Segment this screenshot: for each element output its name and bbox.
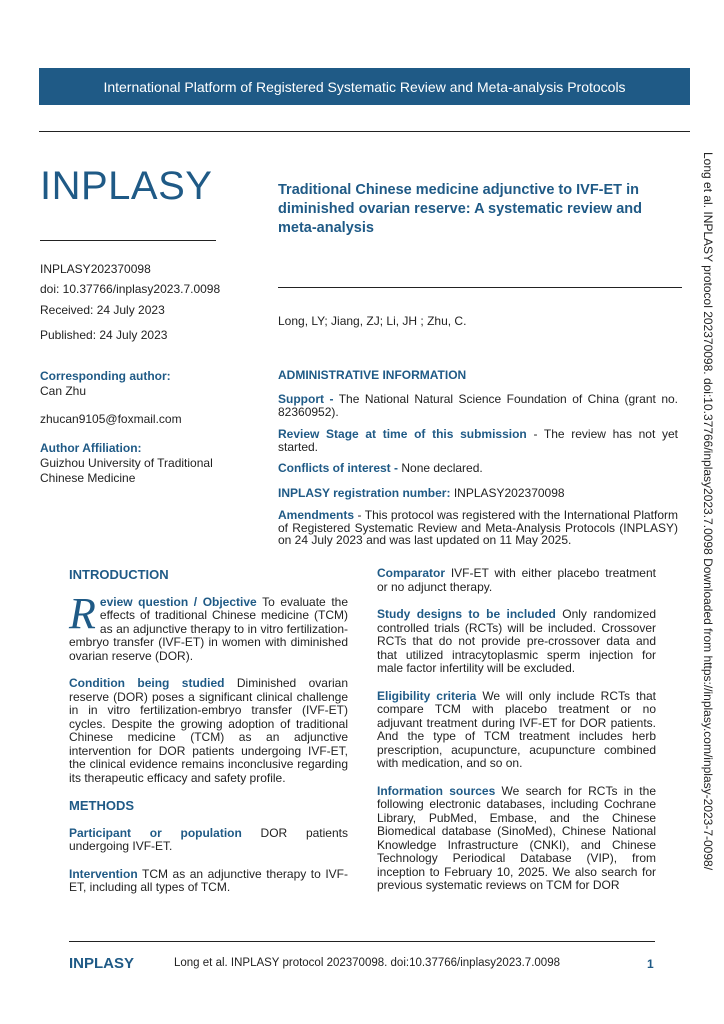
study-designs-para bbox=[377, 608, 656, 676]
comparator-label: Comparator bbox=[377, 566, 446, 580]
intervention-text: TCM as an adjunctive therapy to IVF-ET, including all types of TCM. bbox=[69, 866, 348, 894]
information-sources-text: We search for RCTs in the following electronic databases, including Cochrane Library, PubMed, Embase, and the Chinese Biomedical database (SinoMed), Chinese National Knowledge Infrastructure (CNKI), and Chinese Technology Periodical Database (VIP), from inception to February 10, 2025. We also search for previous systematic reviews on TCM for DOR bbox=[377, 783, 656, 892]
drop-cap: R bbox=[69, 588, 96, 638]
information-sources-label: Information sources bbox=[377, 783, 496, 798]
information-sources-para bbox=[377, 785, 656, 893]
registration-number-text: INPLASY202370098 bbox=[450, 486, 565, 500]
inplasy-logo: INPLASY bbox=[40, 164, 213, 208]
download-sidebar bbox=[697, 152, 721, 892]
review-question-text: To evaluate the effects of traditional Chinese medicine (TCM) as an adjunctive therapy to in vitro fertilization-embryo transfer (IVF-ET) in women with diminished ovarian reserve (DOR). bbox=[69, 594, 349, 663]
corresponding-email[interactable]: zhucan9105@foxmail.com bbox=[40, 412, 182, 426]
title-divider bbox=[278, 287, 682, 288]
amendments-para bbox=[278, 509, 678, 547]
review-stage-label: Review Stage at time of this submission bbox=[278, 427, 527, 441]
footer-logo: INPLASY bbox=[69, 955, 135, 972]
participant-para bbox=[69, 827, 348, 854]
registration-id: INPLASY202370098 bbox=[40, 262, 151, 276]
review-question-para bbox=[69, 588, 349, 664]
review-stage-para bbox=[278, 428, 678, 453]
corresponding-author-name: Can Zhu bbox=[40, 384, 87, 398]
condition-label: Condition being studied bbox=[69, 676, 225, 690]
participant-label: Participant or population bbox=[69, 825, 242, 840]
conflicts-label: Conflicts of interest - bbox=[278, 461, 399, 475]
support-text: The National Natural Science Foundation of China (grant no. 82360952). bbox=[278, 392, 678, 419]
page-number: 1 bbox=[647, 957, 654, 971]
affiliation-label: Author Affiliation: bbox=[40, 441, 142, 455]
author-list: Long, LY; Jiang, ZJ; Li, JH ; Zhu, C. bbox=[278, 314, 467, 328]
left-column bbox=[69, 568, 348, 895]
conflicts-para bbox=[278, 462, 678, 475]
published-date: Published: 24 July 2023 bbox=[40, 328, 168, 342]
corresponding-author-label: Corresponding author: bbox=[40, 369, 171, 383]
received-date: Received: 24 July 2023 bbox=[40, 303, 165, 317]
header-banner: International Platform of Registered Systematic Review and Meta-analysis Protocols bbox=[39, 68, 690, 105]
intervention-label: Intervention bbox=[69, 866, 138, 881]
comparator-para bbox=[377, 567, 656, 594]
registration-number-label: INPLASY registration number: bbox=[278, 486, 451, 500]
admin-heading: ADMINISTRATIVE INFORMATION bbox=[278, 368, 467, 382]
corresponding-author-block bbox=[40, 369, 240, 399]
top-divider bbox=[39, 131, 690, 132]
amendments-text: - This protocol was registered with the International Platform of Registered Systematic Review and Meta-Analysis Protocols (INPLASY) on 24 July 2023 and was last updated on 11 May 2025. bbox=[278, 508, 678, 547]
condition-text: Diminished ovarian reserve (DOR) poses a significant clinical challenge in in vitro fertilization-embryo transfer (IVF-ET) cycles. Despite the growing adoption of traditional Chinese medicine (TCM) as an adjunctive intervention for DOR patients undergoing IVF-ET, the clinical evidence remains inconclusive regarding its therapeutic efficacy and safety profile. bbox=[69, 676, 348, 785]
eligibility-text: We will only include RCTs that compare TCM with placebo treatment or no adjuvant treatment during IVF-ET for DOR patients. And the type of TCM treatment includes herb prescription, acupuncture, acupuncture combined with medication, and so on. bbox=[377, 688, 657, 770]
review-question-label: eview question / Objective bbox=[99, 594, 257, 609]
introduction-heading: INTRODUCTION bbox=[69, 567, 169, 582]
condition-para bbox=[69, 677, 348, 785]
logo-divider bbox=[40, 240, 216, 241]
affiliation-text: Guizhou University of Traditional Chinese Medicine bbox=[40, 456, 213, 485]
amendments-label: Amendments bbox=[278, 508, 355, 522]
paper-title: Traditional Chinese medicine adjunctive to IVF-ET in diminished ovarian reserve: A systematic review and meta-analysis bbox=[278, 182, 643, 236]
comparator-text: IVF-ET with either placebo treatment or no adjunct therapy. bbox=[377, 566, 656, 594]
footer-divider bbox=[69, 941, 655, 942]
methods-heading: METHODS bbox=[69, 798, 134, 813]
intervention-para bbox=[69, 868, 348, 895]
eligibility-para bbox=[377, 690, 656, 771]
participant-text: DOR patients undergoing IVF-ET. bbox=[69, 825, 348, 853]
support-para bbox=[278, 393, 678, 418]
registration-number-para bbox=[278, 487, 678, 500]
study-designs-text: Only randomized controlled trials (RCTs) will be included. Crossover RCTs that do not provide pre-crossover data and that utilized intracytoplasmic sperm injection for male factor infertility will be excluded. bbox=[377, 607, 656, 675]
right-column bbox=[377, 567, 656, 893]
review-stage-text: - The review has not yet started. bbox=[278, 427, 678, 454]
doi-text[interactable]: doi: 10.37766/inplasy2023.7.0098 bbox=[40, 282, 221, 296]
footer-citation: Long et al. INPLASY protocol 202370098. doi:10.37766/inplasy2023.7.0098 bbox=[174, 957, 560, 969]
support-label: Support - bbox=[278, 392, 334, 406]
study-designs-label: Study designs to be included bbox=[377, 607, 556, 621]
conflicts-text: None declared. bbox=[398, 461, 483, 475]
eligibility-label: Eligibility criteria bbox=[377, 688, 477, 703]
affiliation-block bbox=[40, 441, 240, 486]
download-sidebar-text[interactable]: Long et al. INPLASY protocol 202370098. doi:10.37766/inplasy2023.7.0098 Downloaded from https://inplasy.com/inplasy-2023-7-0098/ bbox=[701, 152, 715, 871]
